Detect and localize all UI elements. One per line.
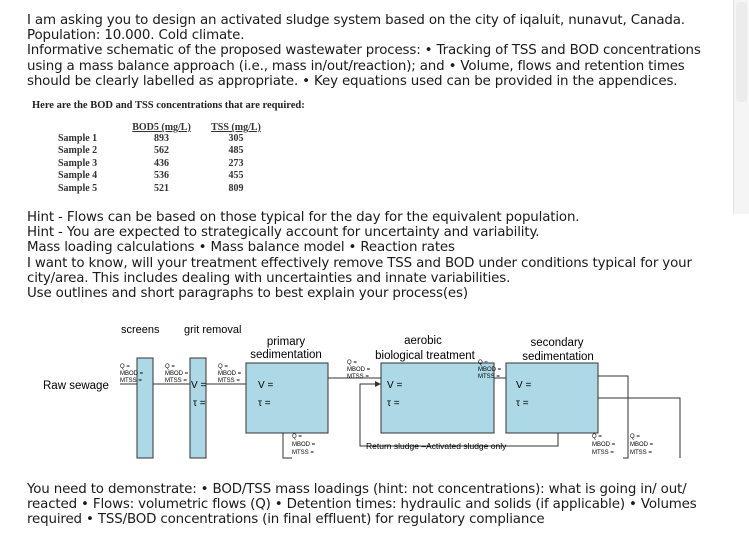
bod-value: 536 [154,170,169,182]
table-row [58,183,273,195]
flow-mbod: MBOD = [592,442,616,448]
volume-label: V = [258,380,274,391]
flow-mtss: MTSS = [292,450,314,456]
label-secondary-1: secondary [530,337,584,349]
tss-value: 809 [228,182,244,194]
bod-value: 893 [154,133,169,144]
tss-value: 305 [228,133,244,144]
label-secondary-2: sedimentation [522,351,594,363]
flow-q: Q = [347,360,357,366]
flow-q: Q = [120,364,130,370]
hints-text: Hint - Flows can be based on those typical for the day for the equivalent population. Hint - You are expected to strategically account for uncertainty and variability. Mass loading calculations • Mass balance model • Reaction rates I want to know, will your treatment effectively remove TSS and BOD under conditions typical for your city/area. This includes dealing with uncertainties and innate variabilities. Use outlines and short paragraphs to best explain your process(es) [27,210,692,302]
flow-q: Q = [165,364,175,370]
tss-value: 273 [228,157,244,169]
flow-mtss: MTSS = [592,450,614,456]
scrollbar[interactable] [733,0,749,214]
bod-value: 436 [154,157,169,169]
label-primary-1: primary [266,336,306,348]
flow-q: Q = [478,360,488,366]
sample-label: Sample 1 [58,133,98,144]
header-tss: TSS (mg/L) [211,122,261,133]
volume-label: V = [387,380,403,391]
concentration-table [58,122,273,195]
label-screens: screens [121,324,160,336]
flow-mbod: MBOD = [347,367,371,373]
flow-mtss: MTSS = [120,378,142,384]
flow-mbod: MBOD = [292,442,316,448]
label-grit-removal: grit removal [184,324,242,336]
process-schematic [0,318,749,468]
detention-label: τ = [258,398,271,409]
flow-mbod: MBOD = [478,367,502,373]
scrollbar-thumb[interactable] [736,2,747,102]
label-aerobic-2: biological treatment [375,350,475,362]
label-aerobic-1: aerobic [404,335,442,347]
flow-q: Q = [292,434,302,440]
flow-mtss: MTSS = [218,378,240,384]
header-blank [58,122,124,133]
bod-value: 521 [154,182,169,194]
detention-label: τ = [387,398,400,409]
flow-mtss: MTSS = [630,450,652,456]
intro-text: I am asking you to design an activated sludge system based on the city of iqaluit, nunavut, Canada. Population: 10.000. Cold climate. Informative schematic of the proposed wastewater process: • Tracking of TSS and BOD concentrations using a mass balance approach (i.e., mass in/out/reaction); and • Volume, flows and retention times should be clearly labelled as appropriate. • Key equations used can be provided in the appendices. [27,13,701,89]
header-bod: BOD5 (mg/L) [132,122,191,133]
volume-label: V = [516,380,532,391]
flow-mbod: MBOD = [120,371,144,377]
flow-mtss: MTSS = [347,374,369,380]
demonstrate-text: You need to demonstrate: • BOD/TSS mass loadings (hint: not concentrations): what is going in/ out/ reacted • Flows: volumetric flows (Q) • Detention times: hydraulic and solids (if applicable) • Volumes required • TSS/BOD concentrations (in final effluent) for regulatory compliance [27,482,697,528]
flow-mtss: MTSS = [165,378,187,384]
bod-value: 562 [154,145,169,157]
table-row [58,145,273,157]
volume-label: V = [191,380,207,391]
sample-label: Sample 5 [58,182,98,194]
sample-label: Sample 4 [58,170,98,182]
tss-value: 455 [228,170,244,182]
sample-label: Sample 2 [58,145,98,157]
table-row [58,170,273,182]
table-row [58,158,273,170]
label-raw-sewage: Raw sewage [43,380,109,392]
detention-label: τ = [193,398,206,409]
label-primary-2: sedimentation [250,349,322,361]
sample-label: Sample 3 [58,157,98,169]
flow-mtss: MTSS = [478,374,500,380]
table-row [58,133,273,145]
flow-mbod: MBOD = [218,371,242,377]
return-sludge-label: Return sludge –Activated sludge only [366,441,507,451]
flow-mbod: MBOD = [165,371,189,377]
detention-label: τ = [516,398,529,409]
flow-mbod: MBOD = [630,442,654,448]
flow-q: Q = [592,434,602,440]
flow-q: Q = [218,364,228,370]
tss-value: 485 [228,145,244,157]
table-caption: Here are the BOD and TSS concentrations that are required: [32,100,305,111]
flow-q: Q = [630,434,640,440]
